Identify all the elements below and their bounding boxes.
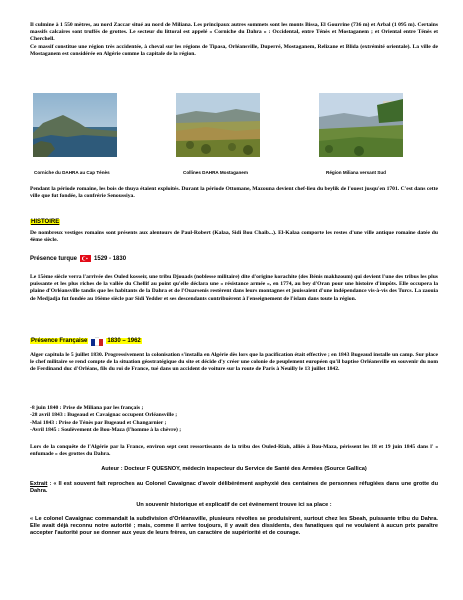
intro-paragraph-2: Ce massif constitue une région très accidentée, à cheval sur les régions de Tipasa, Orléansville, Duperré, Mostaganem, Relizane et Blida (extrémité orientale). La ville de Mostaganem est considérée en Algérie comme la capitale de la région. [30, 43, 438, 57]
auteur-section [30, 466, 438, 473]
souvenir-section [30, 502, 438, 509]
souvenir-line: Un souvenir historique et explicatif de cet événement trouve ici sa place : [136, 502, 332, 508]
turque-dates: 1529 - 1830 [94, 255, 127, 262]
turque-heading [30, 255, 438, 262]
intro-section [30, 22, 438, 58]
vestiges-paragraph: De nombreux vestiges romains sont présents aux alentours de Paul-Robert (Kalaa, Sidi Bou Chaib...). El-Kalaa comporte les restes d'une ville antique romaine datée du 4ème siècle. [30, 230, 438, 244]
auteur-line: Auteur : Docteur F QUESNOY, médecin inspecteur du Service de Santé des Armées (Source Gallica) [101, 466, 367, 472]
photo-corniche-cap-tenes [33, 93, 117, 157]
event-item: -Avril 1845 : Soulèvement de Bou-Maza (l'homme à la chèvre) ; [30, 427, 182, 434]
histoire-heading-wrap [30, 210, 438, 228]
event-item: -28 avril 1843 : Bugeaud et Cavaignac occupent Orléansville ; [30, 412, 178, 419]
turque-label: Présence turque [30, 255, 78, 262]
francaise-paragraph: Alger capitula le 5 juillet 1830. Progressivement la colonisation s'installa en Algérie dès lors que la pacification était effective ; en 1843 Bugeaud installe un camp. Sur place le chef militaire se rend compte de la situation géostratégique du site et décide d'y créer une colonie de peuplement européen qu'il baptise Orléansville en souvenir du nom de Ferdinand duc d'Orléans, fils du roi de France, tué dans un accident de voiture sur la route de Paris à Neuilly le 13 juillet 1842. [30, 352, 438, 373]
turque-paragraph: Le 15ème siècle verra l'arrivée des Ouled kosseir, une tribu Djouads (noblesse militaire) dite d'origine korachite (des Bénis makhzoum) qui devient l'une des tribus les plus puissante et les plus riches de la vallée du Chellif au point qu'elle déclara une « résistance armée », en 1774, au bey d'Oran pour une histoire d'impôts. Elle occupera la plaine d'Orléansville tandis que les habitants de la Dahra et de l'Ouarsenis restèrent dans leurs montagnes et jouissaient d'une indépendance vis-à-vis des Turcs. La zaouia de Medjadja fut fondée au 16ème siècle par Sidi Yedder et ses descendants contribuèrent à l'enseignement de l'islam dans toute la région. [30, 274, 438, 302]
event-item: -8 juin 1840 : Prise de Miliana par les français ; [30, 405, 144, 411]
francaise-dates: 1830 – 1962 [107, 337, 141, 344]
extrait-text: : « Il est souvent fait reproches au Colonel Cavaignac d'avoir délibérément asphyxié des centaines de personnes réfugiées dans une grotte du Dahra. [30, 481, 438, 495]
event-item: -Mai 1843 : Prise de Ténès par Bugeaud et Changarnier ; [30, 419, 167, 426]
events-list [30, 405, 438, 435]
final-paragraph: « Le colonel Cavaignac commandait la subdivision d'Orléansville, plusieurs révoltes se produisirent, surtout chez les Sbeah, puissante tribu du Dahra. Elle avait déjà reconnu notre autorité ; mais, comme il arrive toujours, il y avait des dissidents, des fanatiques qui ne voulaient à aucun prix paraître accepter l'autorité pour se donner aux yeux de leurs frères, un caractère de supériorité et de courage. [30, 516, 438, 537]
photo-caption-1: Corniche du DAHRA au Cap Ténès [34, 170, 110, 175]
romaine-paragraph: Pendant la période romaine, les bois de thuya étaient exploités. Durant la période Ottomane, Mazouna devient chef-lieu du beylik de l'ouest jusqu'en 1701. C'est dans cette ville que fut fondée, la confrérie Senoussiya. [30, 186, 438, 200]
francaise-label: Présence Française [31, 337, 88, 344]
photo-caption-3: Région Miliana versant Sud [326, 170, 386, 175]
extrait-section [30, 481, 438, 495]
romaine-section [30, 186, 438, 200]
photo-caption-2: Collines DAHRA Mostaganem [183, 170, 248, 175]
francaise-section [30, 352, 438, 374]
photo-collines-dahra [176, 93, 260, 157]
histoire-heading: HISTOIRE [31, 219, 60, 225]
french-flag-icon [91, 337, 103, 344]
photo-region-miliana [319, 93, 403, 157]
intro-paragraph-1: Il culmine à 1 550 mètres, au nord Zaccar situé au nord de Miliana. Les principaux autres sommets sont les monts Bissa, El Gourrine (736 m) et Arbal (1 095 m). Certains massifs calcaires sont truffés de grottes. Le secteur du littoral est appelé « Corniche du Dahra » : Occidental, entre Ténès et Mostaganem ; et Oriental entre Ténès et Cherchell. [30, 22, 438, 43]
final-section [30, 516, 438, 538]
turque-section [30, 274, 438, 303]
vestiges-section [30, 230, 438, 244]
francaise-heading [30, 337, 438, 344]
conquete-section [30, 444, 438, 458]
extrait-label: Extrait [30, 481, 48, 487]
turkish-flag-icon [80, 255, 91, 262]
conquete-paragraph: Lors de la conquête de l'Algérie par la France, environ sept cent ressortissants de la tribu des Ouled-Riah, alliés à Bou-Maza, périssent les 18 et 19 juin 1845 dans l' « enfumade » des grottes du Dahra. [30, 444, 438, 458]
